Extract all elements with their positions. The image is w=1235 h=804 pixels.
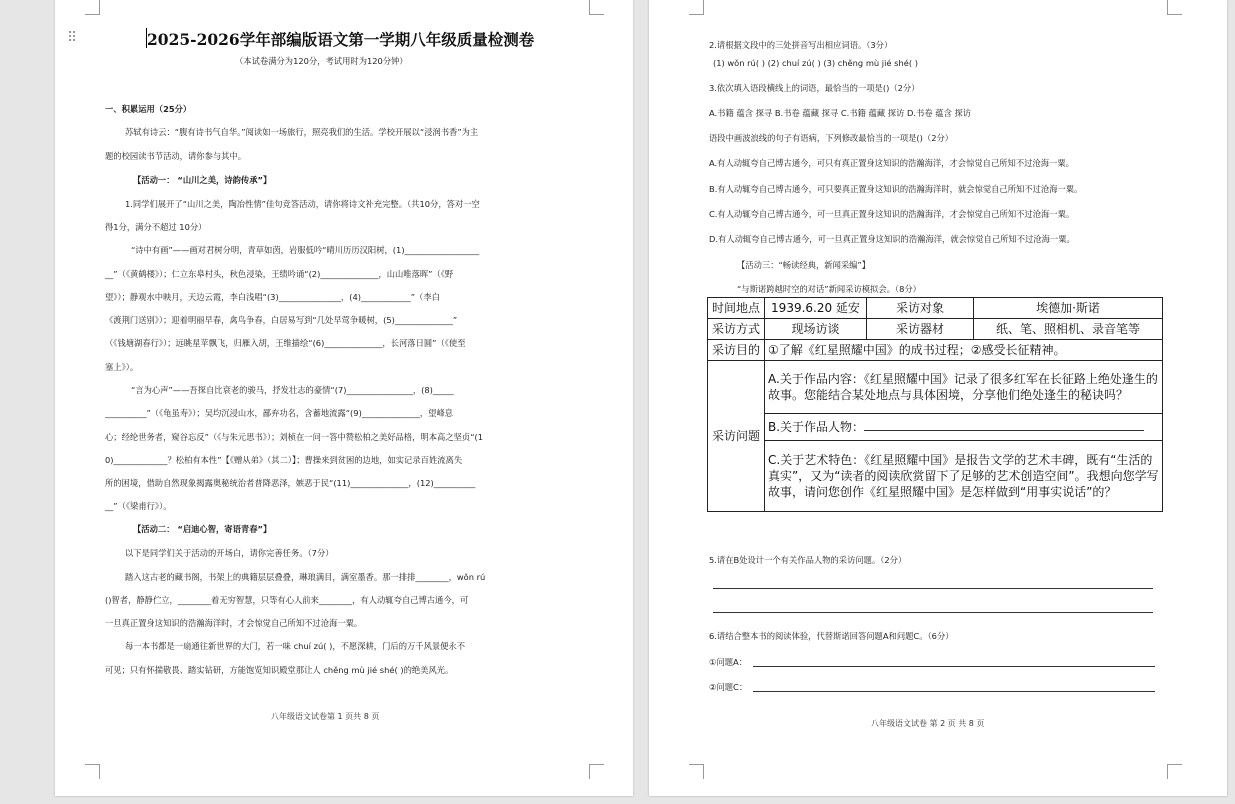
option-c[interactable]: C.有人动辄夸自己博古通今，可一旦真正置身这知识的浩瀚海洋，才会惊觉自己所知不过沧海一粟。: [709, 209, 1075, 219]
interview-table: [707, 297, 1163, 512]
table-cell[interactable]: 采访方式: [708, 319, 765, 340]
document-page-1: [55, 0, 633, 796]
crop-mark: [589, 0, 604, 15]
question-line[interactable]: 3.依次填入语段横线上的词语，最恰当的一项是()（2分）: [709, 83, 920, 93]
option-d[interactable]: D.有人动辄夸自己博古通今，可一旦真正置身这知识的浩瀚海洋，就会惊觉自己所知不过沧海一粟。: [709, 234, 1075, 244]
answer-line[interactable]: [864, 419, 1144, 431]
text-line[interactable]: 苏轼有诗云：“腹有诗书气自华。”阅读如一场旅行，照亮我们的生活。学校开展以“浸润书香”为主: [125, 127, 479, 137]
table-cell[interactable]: ①了解《红星照耀中国》的成书过程；②感受长征精神。: [765, 340, 1163, 361]
table-row: [708, 319, 1163, 340]
text-line[interactable]: 塞上》）。: [105, 362, 139, 372]
page-footer: 八年级语文试卷 第 2 页 共 8 页: [871, 719, 985, 728]
text-line[interactable]: 每一本书都是一扇通往新世界的大门，若一味 chuí zú( )，不愿深耕，门后的万千风景便永不: [125, 641, 466, 651]
question-a-cell[interactable]: A.关于作品内容：《红星照耀中国》记录了很多红军在长征路上绝处逢生的故事。您能结合某处地点与具体困境，分享他们绝处逢生的秘诀吗？: [765, 361, 1163, 414]
text-line[interactable]: 《渡荆门送别》）；迎着明丽早春，禽鸟争春，白居易写到“几处早莺争暖树，(5)______________”: [105, 315, 458, 325]
page-title[interactable]: 2025-2026学年部编版语文第一学期八年级质量检测卷: [147, 30, 535, 49]
text-line[interactable]: 可见；只有怀揣敬畏、踏实钻研，方能饱览知识殿堂那让人 chěng mù jié shé( )的绝美风光。: [105, 665, 454, 675]
options-line[interactable]: A.书籍 蕴含 探寻 B.书卷 蕴藏 探寻 C.书籍 蕴藏 探访 D.书卷 蕴含 探访: [709, 108, 972, 118]
crop-mark: [1167, 764, 1182, 779]
text-line[interactable]: 1.同学们展开了“山川之美，陶冶性情”佳句竞答活动，请你将诗文补充完整。（共10分，答对一空: [125, 199, 480, 209]
text-line[interactable]: 望》）；静观水中映月，天边云霞，李白浅唱“(3)_______________，(4)____________”（李白: [105, 292, 440, 302]
text-line[interactable]: 0)_____________？松柏有本性”【《赠从弟》（其二）】；曹操来到贫困的边地，如实记录百姓流离失: [105, 455, 463, 465]
table-cell[interactable]: 采访问题: [708, 361, 765, 512]
table-row: [708, 361, 1163, 414]
question-line[interactable]: 2.请根据文段中的三处拼音写出相应词语。（3分）: [709, 40, 893, 50]
question-line[interactable]: 语段中画波浪线的句子有语病，下列修改最恰当的一项是()（2分）: [709, 133, 954, 143]
answer-line[interactable]: [713, 588, 1153, 589]
table-row: [708, 441, 1163, 512]
text-line[interactable]: 踏入这古老的藏书阁，书架上的典籍层层叠叠，琳琅满目，满室墨香。那一排排________，wǒn rú: [125, 572, 486, 582]
crop-mark: [589, 764, 604, 779]
text-line[interactable]: “与斯诺跨越时空的对话”新闻采访模拟会。（8分）: [737, 284, 921, 294]
crop-mark: [85, 0, 100, 15]
text-line[interactable]: ()智者，静静伫立，________着无穷智慧，只等有心人前来________，有人动辄夸自己博古通今，可: [105, 595, 469, 605]
text-line[interactable]: 一旦真正置身这知识的浩瀚海洋时，才会惊觉自己所知不过沧海一粟。: [105, 618, 363, 628]
text-line[interactable]: __”（《梁甫行》）。: [105, 501, 172, 511]
text-line[interactable]: __”（《黄鹤楼》）；仁立东皋村头，秋色浸染，王绩吟诵“(2)______________，山山唯落晖”（《野: [105, 269, 454, 279]
table-cell[interactable]: 采访对象: [867, 298, 974, 319]
crop-mark: [689, 0, 704, 15]
answer-line[interactable]: [753, 691, 1155, 692]
page-footer: 八年级语文试卷第 1 页共 8 页: [271, 712, 380, 721]
pinyin-line[interactable]: (1) wǒn rú( ) (2) chuí zú( ) (3) chěng mù jié shé( ): [713, 58, 918, 68]
document-page-2: [649, 0, 1227, 796]
table-cell[interactable]: 采访目的: [708, 340, 765, 361]
text-line[interactable]: 题的校园读书节活动，请你参与其中。: [105, 151, 247, 161]
table-row: [708, 414, 1163, 441]
table-row: [708, 340, 1163, 361]
crop-mark: [1167, 0, 1182, 15]
table-cell[interactable]: 纸、笔、照相机、录音笔等: [974, 319, 1163, 340]
drag-handle-icon[interactable]: ⠿: [67, 30, 78, 46]
table-cell[interactable]: 时间地点: [708, 298, 765, 319]
section-heading[interactable]: 一、积累运用（25分）: [105, 104, 192, 114]
text-line[interactable]: 所的困境，借助自然现象揭露奥秘统治者普降恶泽，嫉恶于民“(11)______________，(12)__________: [105, 478, 476, 488]
text-line[interactable]: “言为心声”——吾探自比衰老的骏马，抒发壮志的豪情“(7)________________，(8)_____: [131, 385, 454, 395]
answer-line[interactable]: [713, 612, 1153, 613]
option-b[interactable]: B.有人动辄夸自己博古通今，可只要真正置身这知识的浩瀚海洋时，就会惊觉自己所知不过沧海一粟。: [709, 184, 1083, 194]
crop-mark: [689, 764, 704, 779]
table-cell[interactable]: 埃德加·斯诺: [974, 298, 1163, 319]
question-line[interactable]: 5.请在B处设计一个有关作品人物的采访问题。（2分）: [709, 555, 907, 565]
table-row: [708, 298, 1163, 319]
text-line[interactable]: （《钱塘湖春行》）；远眺星苹飘飞，归雁入胡，王维描绘“(6)______________，长河落日圆”（《使至: [105, 338, 466, 348]
text-line[interactable]: 以下是同学们关于活动的开场白，请你完善任务。（7分）: [125, 548, 334, 558]
text-line[interactable]: 心；经纶世务者，窥谷忘反”（《与朱元思书》）；刘桢在一问一答中赞松柏之美好品格，明本高之坚贞“(1: [105, 432, 484, 442]
answer-label[interactable]: ②问题C：: [709, 682, 748, 692]
activity-heading[interactable]: 【活动一： “山川之美，诗韵传承”】: [133, 175, 272, 185]
question-b-cell[interactable]: [765, 414, 1163, 441]
text-line[interactable]: __________”（《龟虽寿》）；吴均沉浸山水，鄙弃功名，含蓄地流露“(9)______________，望峰息: [105, 408, 454, 418]
answer-line[interactable]: [753, 666, 1155, 667]
crop-mark: [85, 764, 100, 779]
table-cell[interactable]: 现场访谈: [765, 319, 867, 340]
table-cell[interactable]: 采访器材: [867, 319, 974, 340]
option-a[interactable]: A.有人动辄夸自己博古通今，可只有真正置身这知识的浩瀚海洋，才会惊觉自己所知不过沧海一粟。: [709, 158, 1074, 168]
text-line[interactable]: “诗中有画”——画对君树分明，青草如茵，岩服低吟“晴川历历汉阳树，(1)__________________: [131, 245, 480, 255]
text-line[interactable]: 得1分，满分不超过 10分）: [105, 222, 207, 232]
subtitle[interactable]: （本试卷满分为120分，考试用时为120分钟）: [235, 56, 408, 66]
answer-label[interactable]: ①问题A：: [709, 657, 748, 667]
activity-heading[interactable]: 【活动二： “启迪心智，寄语青春”】: [133, 524, 272, 534]
question-line[interactable]: 6.请结合整本书的阅读体验，代替斯诺回答问题A和问题C。（6分）: [709, 631, 954, 641]
question-c-cell[interactable]: C.关于艺术特色：《红星照耀中国》是报告文学的艺术丰碑，既有“生活的真实”，又为“读者的阅读欣赏留下了足够的艺术创造空间”。我想向您学写故事，请问您创作《红星照耀中国》是怎样做到“用事实说话”的？: [765, 441, 1163, 512]
question-b-label: B.关于作品人物：: [768, 420, 865, 434]
activity-heading[interactable]: 【活动三：“畅读经典，新闻采编”】: [737, 260, 871, 270]
table-cell[interactable]: 1939.6.20 延安: [765, 298, 867, 319]
